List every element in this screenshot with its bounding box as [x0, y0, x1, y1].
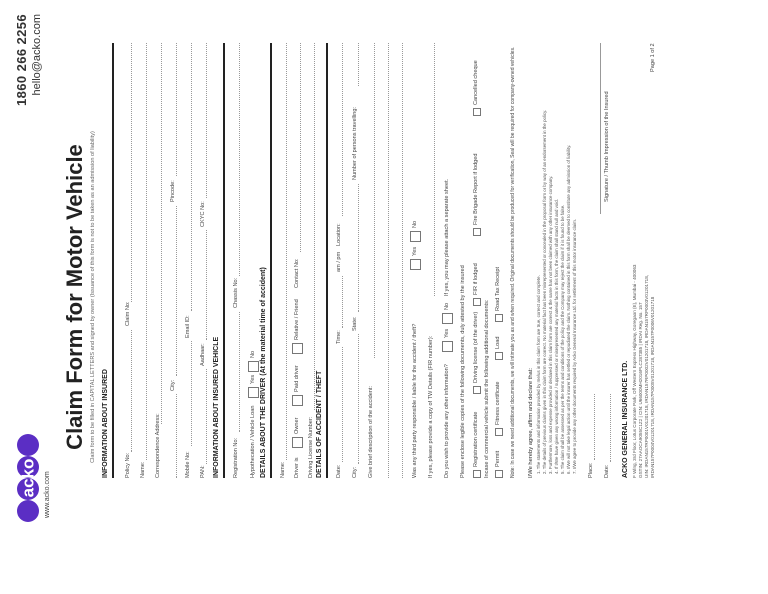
- declaration-title: I/We hereby agree, affirm and declare that:: [528, 368, 534, 478]
- registration-no-label: Registration No:: [233, 437, 239, 478]
- footer-company-name: ACKO GENERAL INSURANCE LTD.: [622, 360, 629, 478]
- accident-time-field[interactable]: [342, 276, 343, 328]
- state-field[interactable]: [358, 184, 359, 312]
- footer-gstin-cin: GSTIN: 27AAOCA9055C1Z2 | CIN: U66000MH2016PLC287385 | IRDAI Reg. No. 157: [638, 302, 643, 478]
- address-label: Correspondence Address:: [155, 413, 161, 478]
- date-field[interactable]: [610, 394, 611, 462]
- section-rule: [223, 43, 225, 478]
- dl-number-label: Driving License Number:: [308, 416, 314, 478]
- address-field-line-1[interactable]: [161, 43, 162, 424]
- doc-fire-brigade-checkbox[interactable]: [473, 228, 481, 236]
- page-subtitle: Claim form to be filled in CAPITAL LETTERS and signed by owner (Issuance of this form is not to be taken as an admission of liability): [90, 131, 96, 463]
- doc-fir-label: FIR if lodged: [473, 263, 479, 295]
- doc-permit-checkbox[interactable]: [495, 470, 503, 478]
- accident-city-label: City:: [352, 466, 358, 478]
- pincode-field[interactable]: [176, 43, 177, 176]
- other-info-no-checkbox[interactable]: [442, 313, 453, 324]
- place-field[interactable]: [594, 394, 595, 460]
- section-heading-accident: DETAILS OF ACCIDENT / THEFT: [316, 370, 323, 478]
- yes-label: Yes: [250, 374, 256, 384]
- claim-no-label: Claim No:: [125, 301, 131, 326]
- location-label: Location:: [336, 223, 342, 246]
- accident-time-label: Time:: [336, 330, 342, 344]
- driver-owner-checkbox[interactable]: [292, 437, 303, 448]
- other-info-note: If yes, you may please attach a separate sheet.: [444, 178, 450, 296]
- third-party-yes-checkbox[interactable]: [410, 259, 421, 270]
- section-heading-vehicle: INFORMATION ABOUT INSURED VEHICLE: [213, 336, 220, 478]
- email-id-field[interactable]: [191, 43, 192, 311]
- description-field-line-2[interactable]: [388, 43, 389, 478]
- other-info-yes-checkbox[interactable]: [442, 341, 453, 352]
- signature-field[interactable]: [600, 43, 601, 214]
- logo-text: acko: [18, 458, 38, 498]
- place-label: Place:: [588, 462, 594, 478]
- mobile-field[interactable]: [191, 341, 192, 446]
- doc-fitness-checkbox[interactable]: [495, 428, 503, 436]
- chassis-no-label: Chassis No:: [233, 277, 239, 308]
- location-field[interactable]: [342, 43, 343, 216]
- driver-paid-checkbox[interactable]: [292, 395, 303, 406]
- section-rule: [326, 43, 328, 478]
- name-field[interactable]: [146, 43, 147, 460]
- driver-is-label: Driver is: [294, 457, 300, 478]
- email-id-label: Email ID:: [185, 315, 191, 338]
- pan-field[interactable]: [206, 369, 207, 464]
- persons-travelling-label: Number of persons travelling:: [352, 106, 358, 180]
- website-url[interactable]: www.acko.com: [44, 471, 51, 518]
- third-party-no-checkbox[interactable]: [410, 231, 421, 242]
- acko-logo[interactable]: [14, 430, 56, 522]
- page-title: Claim Form for Motor Vehicle: [62, 144, 87, 450]
- policy-no-label: Policy No:: [125, 452, 131, 478]
- description-label: Give brief description of the accident:: [368, 385, 374, 478]
- claim-no-field[interactable]: [131, 43, 132, 302]
- description-field-line-3[interactable]: [402, 43, 403, 478]
- doc-rc-label: Registration certificate: [473, 411, 479, 467]
- driver-option-relative: Relative / Friend: [294, 299, 300, 340]
- other-info-no-label: No: [444, 302, 450, 310]
- documents-heading: Please enclose legible copies of the following documents, duly attested by the insured: [460, 265, 466, 478]
- mobile-label: Mobile No:: [185, 451, 191, 478]
- doc-cheque-checkbox[interactable]: [473, 108, 481, 116]
- chassis-no-field[interactable]: [239, 43, 240, 276]
- doc-dl-checkbox[interactable]: [473, 386, 481, 394]
- declaration-line: 6. I/We will not take legal action until the insurer has settled or repudiated the claim. Nothing contained in this form shall be deemed to constitute any admission of liability.: [566, 144, 571, 474]
- contact-no-label: Contact No:: [294, 258, 300, 288]
- phone-number[interactable]: 1860 266 2256: [14, 14, 29, 106]
- address-field-line-2[interactable]: [176, 394, 177, 478]
- no-label: No: [250, 350, 256, 358]
- email-address[interactable]: hello@acko.com: [31, 14, 43, 96]
- section-rule: [270, 43, 272, 478]
- accident-city-field[interactable]: [358, 334, 359, 464]
- signature-label: Signature / Thumb Impression of the Insured: [604, 91, 610, 202]
- description-field-line-1[interactable]: [374, 43, 375, 358]
- third-party-no-label: No: [412, 220, 418, 228]
- footer-uin: IRDAN157P0004V01201718, IRDAN157P0005V01201718, IRDAN157P0006V01201718: [650, 296, 655, 478]
- doc-dl-label: Driving license (of the driver): [473, 311, 479, 383]
- declaration-line: 3. Furthermore, loss and expense provided or declared in this claim form are correct & the same has not been claimed with any other insurance company.: [548, 175, 553, 474]
- hypothecation-no-checkbox[interactable]: [248, 361, 259, 372]
- name-label: Name:: [140, 461, 146, 478]
- doc-road-tax-label: Road Tax Receipt: [495, 266, 501, 311]
- accident-date-field[interactable]: [342, 347, 343, 462]
- declaration-line: 2. The details of previous claims given in this claim form are correct. No material fact has been misrepresented or concealed in the proposal form or by way of an endorsement in the policy.: [542, 109, 547, 474]
- doc-fir-checkbox[interactable]: [473, 298, 481, 306]
- doc-permit-label: Permit: [495, 450, 501, 467]
- section-heading-insured: INFORMATION ABOUT INSURED: [102, 369, 109, 478]
- driver-name-label: Name:: [280, 461, 286, 478]
- am-pm-label: am / pm: [336, 251, 342, 272]
- doc-cheque-label: Cancelled cheque: [473, 60, 479, 105]
- fir-field[interactable]: [434, 43, 435, 296]
- pan-label: PAN:: [200, 465, 206, 478]
- declaration-line: 1. The statements and information provided by me/us in this claim form are true, correct and complete.: [536, 275, 541, 474]
- doc-fire-brigade-label: Fire Brigade Report if lodged: [473, 153, 479, 225]
- commercial-docs-heading: Incase of commercial vehicle submit the following additional documents:: [484, 299, 490, 478]
- driver-name-field[interactable]: [286, 43, 287, 460]
- state-label: State:: [352, 316, 358, 331]
- doc-road-tax-checkbox[interactable]: [495, 314, 503, 322]
- dl-number-field[interactable]: [314, 43, 315, 410]
- aadhaar-label: Aadhaar:: [200, 343, 206, 366]
- documents-note: Note: In case we need additional documents, we will intimate you as and when required. Original documents should be produced for verification, Seal will be required for company-owned vehicles.: [510, 46, 516, 478]
- ckyc-label: CKYC No:: [200, 201, 206, 227]
- declaration-line: 4. If I/We have given any wrong information / suppressed or misrepresented any material facts in this form, the claim shall stand null and void.: [554, 199, 559, 474]
- pincode-label: Pincode:: [170, 180, 176, 202]
- ckyc-field[interactable]: [206, 43, 207, 198]
- doc-rc-checkbox[interactable]: [473, 470, 481, 478]
- doc-fitness-label: Fitness certificate: [495, 381, 501, 425]
- hypothecation-yes-checkbox[interactable]: [248, 387, 259, 398]
- other-info-question: Do you wish to provide any other information?: [444, 364, 450, 478]
- section-rule: [112, 43, 114, 478]
- driver-option-owner: Owner: [294, 417, 300, 434]
- hypothecation-label: Hypothecation / Vehicle Loan: [250, 405, 256, 478]
- persons-travelling-field[interactable]: [358, 43, 359, 86]
- page-number: Page 1 of 2: [650, 43, 656, 72]
- declaration-line: 7. I/We agree to provide any other documents required by Acko General Insurance Ltd. for settlement of this motor insurance claim.: [572, 219, 577, 474]
- doc-load-checkbox[interactable]: [495, 352, 503, 360]
- driver-relative-checkbox[interactable]: [292, 343, 303, 354]
- doc-load-label: Load: [495, 336, 501, 349]
- footer-address: F Wing, 3rd Floor, Lotus Corporate Park, Off Western Express Highway, Goregaon (E), Mumbai - 400063: [632, 264, 637, 478]
- footer-uin: UIN: IRDAN157RP0001V01201718, IRDAN157RP0002V01201718, IRDAN157RP0003V01201718,: [644, 274, 649, 478]
- third-party-yes-label: Yes: [412, 246, 418, 256]
- contact-block: [14, 14, 43, 106]
- driver-option-paid: Paid driver: [294, 365, 300, 392]
- third-party-question: Was any third party responsible / liable for the accident / theft?: [412, 323, 418, 478]
- aadhaar-field[interactable]: [206, 230, 207, 340]
- city-field[interactable]: [176, 206, 177, 376]
- date-label: Date:: [604, 464, 610, 478]
- contact-no-field[interactable]: [300, 43, 301, 252]
- registration-no-field[interactable]: [239, 312, 240, 432]
- fir-question: If yes, please provide a copy of TW Details (FIR number):: [428, 335, 434, 478]
- policy-no-field[interactable]: [131, 330, 132, 452]
- other-info-yes-label: Yes: [444, 328, 450, 338]
- declaration-line: 5. The claim shall be assessed as per the terms and conditions of the policy and the Company may reject the claim if it is found to be false.: [560, 204, 565, 474]
- city-label: City:: [170, 379, 176, 391]
- accident-date-label: Date:: [336, 464, 342, 478]
- section-heading-driver: DETAILS ABOUT THE DRIVER (At the material time of accident): [260, 267, 267, 478]
